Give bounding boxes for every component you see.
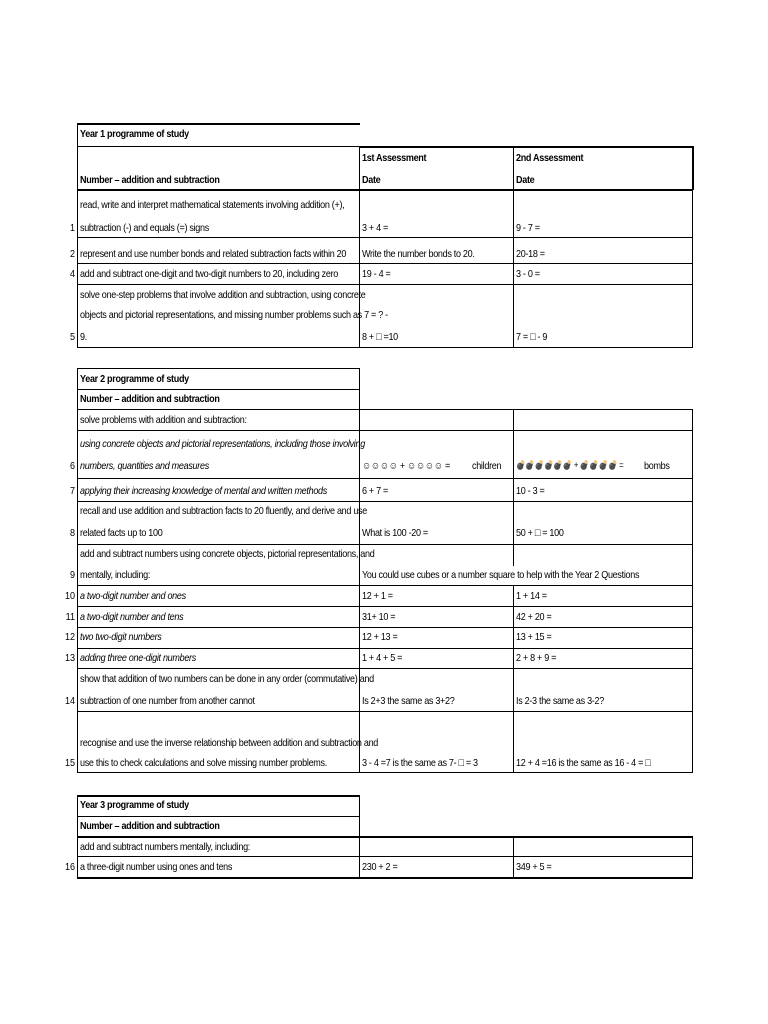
table-border bbox=[77, 877, 693, 879]
objective-text: subtraction (-) and equals (=) signs bbox=[80, 222, 209, 234]
table-border bbox=[77, 389, 360, 390]
objective-text: applying their increasing knowledge of mental and written methods bbox=[80, 485, 327, 497]
objective-text: mentally, including: bbox=[80, 569, 151, 581]
question-1st: 3 + 4 = bbox=[362, 222, 389, 234]
objective-text: subtraction of one number from another cannot bbox=[80, 695, 255, 707]
table-border bbox=[513, 585, 514, 772]
question-1st: 6 + 7 = bbox=[362, 485, 389, 497]
question-1st: Write the number bonds to 20. bbox=[362, 248, 475, 260]
row-number: 1 bbox=[69, 222, 75, 234]
row-number: 5 bbox=[69, 331, 75, 343]
objective-text: add and subtract one-digit and two-digit numbers to 20, including zero bbox=[80, 268, 339, 280]
table-border bbox=[77, 795, 360, 797]
assessment2-date-label: Date bbox=[516, 174, 535, 186]
objective-text: objects and pictorial representations, and missing number problems such as 7 = ? - bbox=[80, 309, 388, 321]
table-border bbox=[513, 836, 514, 878]
row-number: 6 bbox=[69, 460, 75, 472]
table-border bbox=[513, 409, 514, 566]
table-border bbox=[77, 585, 693, 586]
table-border bbox=[77, 237, 693, 238]
row-number: 9 bbox=[69, 569, 75, 581]
objective-text: 9. bbox=[80, 331, 87, 343]
section-heading: Number – addition and subtraction bbox=[80, 820, 220, 832]
table-border bbox=[77, 816, 360, 817]
question-2nd: 10 - 3 = bbox=[516, 485, 545, 497]
assessment1-heading: 1st Assessment bbox=[362, 152, 427, 164]
year2-title: Year 2 programme of study bbox=[80, 373, 189, 385]
table-border bbox=[77, 795, 78, 878]
question-2nd: 9 - 7 = bbox=[516, 222, 540, 234]
objective-text: adding three one-digit numbers bbox=[80, 652, 196, 664]
question-2nd: 1 + 14 = bbox=[516, 590, 547, 602]
table-border bbox=[77, 368, 360, 369]
question-2nd: 349 + 5 = bbox=[516, 861, 552, 873]
objective-text: use this to check calculations and solve missing number problems. bbox=[80, 757, 327, 769]
objective-text: solve problems with addition and subtraction: bbox=[80, 414, 247, 426]
table-border bbox=[77, 856, 693, 857]
table-border bbox=[77, 123, 360, 125]
table-border bbox=[359, 368, 360, 772]
table-border bbox=[359, 795, 360, 878]
question-1st: 230 + 2 = bbox=[362, 861, 398, 873]
table-border bbox=[77, 711, 693, 712]
assessment1-date-label: Date bbox=[362, 174, 381, 186]
table-border bbox=[692, 189, 693, 347]
question-2nd: 2 + 8 + 9 = bbox=[516, 652, 557, 664]
objective-text: a two-digit number and tens bbox=[80, 611, 184, 623]
question-1st: 31+ 10 = bbox=[362, 611, 396, 623]
row-number: 2 bbox=[69, 248, 75, 260]
objective-text: recognise and use the inverse relationship between addition and subtraction and bbox=[80, 737, 379, 749]
table-border bbox=[77, 668, 693, 669]
table-border bbox=[77, 606, 693, 607]
objective-text: recall and use addition and subtraction facts to 20 fluently, and derive and use bbox=[80, 505, 367, 517]
question-2nd: 3 - 0 = bbox=[516, 268, 540, 280]
question-2nd: 13 + 15 = bbox=[516, 631, 552, 643]
table-border bbox=[513, 146, 514, 347]
question-1st: 19 - 4 = bbox=[362, 268, 391, 280]
table-border bbox=[77, 146, 360, 147]
table-border bbox=[77, 368, 78, 772]
row-number: 14 bbox=[64, 695, 75, 707]
row-number: 7 bbox=[69, 485, 75, 497]
table-border bbox=[692, 836, 693, 878]
row-number: 13 bbox=[64, 652, 75, 664]
question-1st: 12 + 1 = bbox=[362, 590, 393, 602]
row-number: 4 bbox=[69, 268, 75, 280]
objective-text: add and subtract numbers mentally, including: bbox=[80, 841, 251, 853]
table-border bbox=[692, 146, 694, 190]
table-border bbox=[77, 347, 693, 348]
table-border bbox=[77, 123, 78, 347]
table-border bbox=[77, 284, 693, 285]
question-2nd: Is 2-3 the same as 3-2? bbox=[516, 695, 604, 707]
table-border bbox=[77, 648, 693, 649]
row-number: 8 bbox=[69, 527, 75, 539]
objective-text: show that addition of two numbers can be done in any order (commutative) and bbox=[80, 673, 374, 685]
table-border bbox=[77, 501, 693, 502]
row-number: 15 bbox=[64, 757, 75, 769]
objective-text: add and subtract numbers using concrete objects, pictorial representations, and bbox=[80, 548, 375, 560]
question-2nd: 7 = □ - 9 bbox=[516, 331, 548, 343]
question-2nd: 12 + 4 =16 is the same as 16 - 4 = □ bbox=[516, 757, 651, 769]
objective-text: two two-digit numbers bbox=[80, 631, 162, 643]
section-heading: Number – addition and subtraction bbox=[80, 174, 220, 186]
year2-guidance-note: You could use cubes or a number square to help with the Year 2 Questions bbox=[362, 569, 640, 581]
objective-text: a three-digit number using ones and tens bbox=[80, 861, 233, 873]
question-1st: 12 + 13 = bbox=[362, 631, 398, 643]
question-1st: What is 100 -20 = bbox=[362, 527, 428, 539]
table-border bbox=[77, 772, 693, 773]
objective-text: related facts up to 100 bbox=[80, 527, 163, 539]
table-border bbox=[77, 263, 693, 264]
table-border bbox=[77, 430, 693, 431]
table-border bbox=[77, 409, 693, 410]
smiley-faces-question: ☺☺☺☺ + ☺☺☺☺ = bbox=[362, 460, 450, 472]
question-2nd: 50 + □ = 100 bbox=[516, 527, 564, 539]
question-2nd: 42 + 20 = bbox=[516, 611, 552, 623]
year1-title: Year 1 programme of study bbox=[80, 128, 189, 140]
table-border bbox=[359, 146, 693, 148]
year3-title: Year 3 programme of study bbox=[80, 799, 189, 811]
table-border bbox=[77, 189, 693, 191]
assessment2-heading: 2nd Assessment bbox=[516, 152, 584, 164]
answer-unit: bombs bbox=[644, 460, 670, 472]
objective-text: using concrete objects and pictorial representations, including those involving bbox=[80, 438, 365, 450]
question-1st: Is 2+3 the same as 3+2? bbox=[362, 695, 455, 707]
row-number: 10 bbox=[64, 590, 75, 602]
row-number: 12 bbox=[64, 631, 75, 643]
section-heading: Number – addition and subtraction bbox=[80, 393, 220, 405]
objective-text: read, write and interpret mathematical statements involving addition (+), bbox=[80, 199, 345, 211]
table-border bbox=[77, 627, 693, 628]
question-1st: 3 - 4 =7 is the same as 7- □ = 3 bbox=[362, 757, 478, 769]
table-border bbox=[77, 836, 693, 838]
row-number: 16 bbox=[64, 861, 75, 873]
table-border bbox=[77, 544, 693, 545]
objective-text: numbers, quantities and measures bbox=[80, 460, 209, 472]
bombs-question: 💣💣💣💣💣💣 + 💣💣💣💣 = bbox=[516, 460, 624, 470]
question-1st: 1 + 4 + 5 = bbox=[362, 652, 403, 664]
answer-unit: children bbox=[472, 460, 502, 472]
objective-text: a two-digit number and ones bbox=[80, 590, 186, 602]
row-number: 11 bbox=[65, 611, 75, 623]
question-2nd: 20-18 = bbox=[516, 248, 545, 260]
objective-text: represent and use number bonds and related subtraction facts within 20 bbox=[80, 248, 347, 260]
table-border bbox=[77, 478, 693, 479]
table-border bbox=[692, 409, 693, 772]
objective-text: solve one-step problems that involve addition and subtraction, using concrete bbox=[80, 289, 366, 301]
question-1st: 8 + □ =10 bbox=[362, 331, 398, 343]
